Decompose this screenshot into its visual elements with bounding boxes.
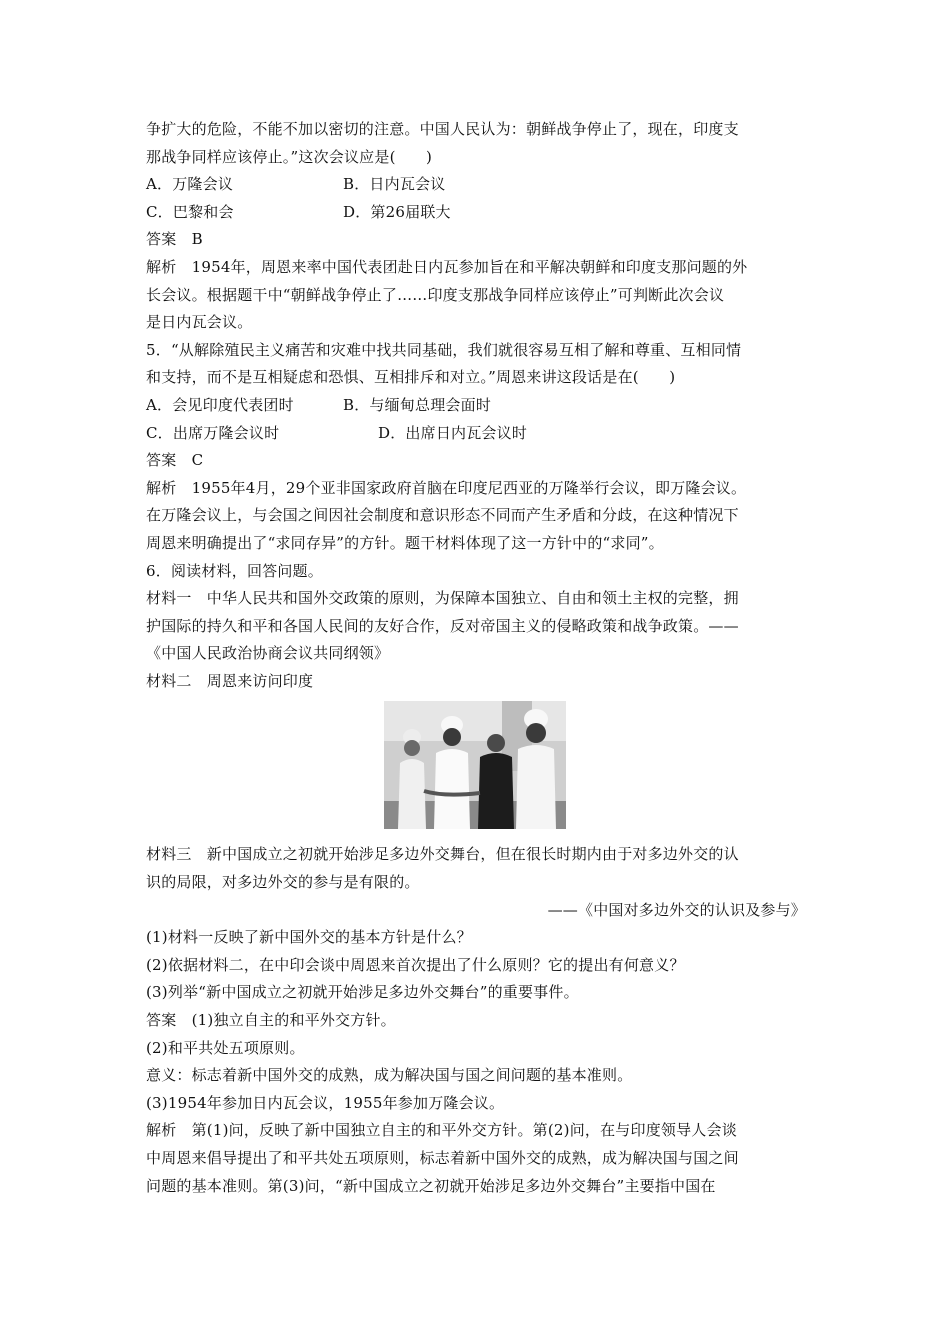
material-three-line: 材料三 新中国成立之初就开始涉足多边外交舞台，但在很长时期内由于对多边外交的认 (146, 845, 739, 864)
material-one-line: 材料一 中华人民共和国外交政策的原则，为保障本国独立、自由和领土主权的完整，拥 (146, 589, 739, 608)
q6-stem: 6．阅读材料，回答问题。 (146, 561, 323, 580)
q6-answer-1: 答案 (1)独立自主的和平外交方针。 (146, 1011, 396, 1030)
q5-stem-line: 5．“从解除殖民主义痛苦和灾难中找共同基础，我们就很容易互相了解和尊重、互相同情 (146, 340, 742, 359)
q6-answer-3: (3)1954年参加日内瓦会议，1955年参加万隆会议。 (146, 1093, 505, 1112)
q5-option-c: C．出席万隆会议时 (146, 423, 280, 442)
q5-analysis-line: 在万隆会议上，与会国之间因社会制度和意识形态不同而产生矛盾和分歧，在这种情况下 (146, 506, 739, 525)
q5-option-d: D．出席日内瓦会议时 (378, 423, 528, 442)
q4-analysis-line: 长会议。根据题干中“朝鲜战争停止了……印度支那战争同样应该停止”可判断此次会议 (146, 285, 725, 304)
q4-stem-line: 那战争同样应该停止。”这次会议应是( ) (146, 147, 433, 166)
q6-analysis-line: 解析 第(1)问，反映了新中国独立自主的和平外交方针。第(2)问，在与印度领导人会谈 (146, 1121, 737, 1140)
q4-answer: 答案 B (146, 230, 203, 249)
material-three-source: ——《中国对多边外交的认识及参与》 (547, 900, 806, 919)
q4-option-c: C．巴黎和会 (146, 202, 234, 221)
sub-question-2: (2)依据材料二，在中印会谈中周恩来首次提出了什么原则？它的提出有何意义？ (146, 955, 685, 974)
material-two-caption: 材料二 周恩来访问印度 (146, 671, 314, 690)
q5-analysis-line: 解析 1955年4月，29个亚非国家政府首脑在印度尼西亚的万隆举行会议，即万隆会议。 (146, 478, 747, 497)
q6-analysis-line: 问题的基本准则。第(3)问，“新中国成立之初就开始涉足多边外交舞台”主要指中国在 (146, 1176, 716, 1195)
q4-option-d: D．第26届联大 (343, 202, 451, 221)
q4-options-ab (146, 171, 806, 199)
q4-analysis-line: 是日内瓦会议。 (146, 313, 253, 332)
document-page (146, 116, 806, 1200)
historical-photo (384, 701, 566, 829)
material-one-source: 《中国人民政治协商会议共同纲领》 (146, 644, 390, 663)
q6-analysis-line: 中周恩来倡导提出了和平共处五项原则，标志着新中国外交的成熟，成为解决国与国之间 (146, 1149, 739, 1167)
q4-option-a: A．万隆会议 (146, 175, 234, 194)
q4-options-cd (146, 199, 806, 227)
q5-option-a: A．会见印度代表团时 (146, 395, 294, 414)
q5-options-cd (146, 420, 806, 448)
q5-analysis-line: 周恩来明确提出了“求同存异”的方针。题干材料体现了这一方针中的“求同”。 (146, 533, 664, 552)
q4-stem-line: 争扩大的危险，不能不加以密切的注意。中国人民认为：朝鲜战争停止了，现在，印度支 (146, 120, 739, 138)
q5-answer: 答案 C (146, 451, 204, 470)
q4-option-b: B．日内瓦会议 (343, 175, 446, 194)
q5-stem-line: 和支持，而不是互相疑虑和恐惧、互相排斥和对立。”周恩来讲这段话是在( ) (146, 368, 676, 387)
q4-analysis-line: 解析 1954年，周恩来率中国代表团赴日内瓦参加旨在和平解决朝鲜和印度支那问题的外 (146, 257, 748, 276)
sub-question-3: (3)列举“新中国成立之初就开始涉足多边外交舞台”的重要事件。 (146, 983, 579, 1002)
q6-answer-2-significance: 意义：标志着新中国外交的成熟，成为解决国与国之间问题的基本准则。 (146, 1066, 633, 1085)
sub-question-1: (1)材料一反映了新中国外交的基本方针是什么？ (146, 928, 472, 947)
material-two-photo-area (146, 699, 806, 837)
material-three-line: 识的局限，对多边外交的参与是有限的。 (146, 873, 420, 892)
q6-answer-2: (2)和平共处五项原则。 (146, 1038, 305, 1057)
q5-option-b: B．与缅甸总理会面时 (343, 395, 492, 414)
q5-options-ab (146, 392, 806, 420)
material-one-line: 护国际的持久和平和各国人民间的友好合作，反对帝国主义的侵略政策和战争政策。—— (146, 616, 739, 635)
